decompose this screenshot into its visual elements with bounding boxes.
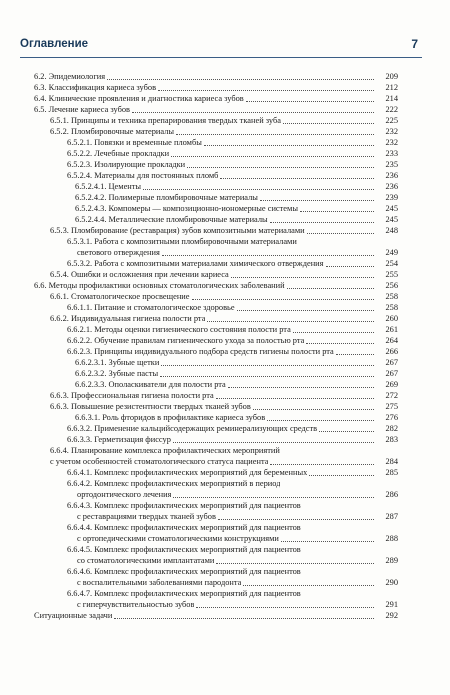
toc-entry-label: 6.6.4.7. Комплекс профилактических мероприятий для пациентов [67,589,301,599]
toc-entry[interactable] [75,204,398,214]
dot-leader [158,90,374,91]
toc-entry[interactable] [34,72,398,82]
toc-entry[interactable] [77,556,398,566]
toc-entry-label: 6.6.2.3.2. Зубные пасты [75,369,159,379]
dot-leader [161,365,374,366]
toc-entry[interactable] [34,611,398,621]
toc-entry-label: 6.5.3.2. Работа с композитными материалами химического отверждения [67,258,324,268]
dot-leader [216,398,374,399]
toc-entry-page: 291 [385,600,398,610]
toc-entry-page: 236 [385,181,398,191]
toc-entry-label: Ситуационные задачи [34,611,113,621]
dot-leader [132,112,374,113]
toc-entry-label: с реставрациями твердых тканей зубов [77,512,216,522]
toc-entry-label: со стоматологическими имплантатами [77,556,215,566]
toc-entry-label: 6.6.3.3. Герметизация фиссур [67,435,171,445]
toc-entry[interactable] [67,259,398,269]
toc-entry[interactable] [34,281,398,291]
section-title: Оглавление [20,38,89,50]
toc-entry-page: 212 [385,82,398,92]
toc-entry-page: 245 [385,203,398,213]
toc-entry-label: 6.5.3. Пломбирование (реставрация) зубов композитными материалами [50,225,305,235]
toc-entry[interactable] [67,545,398,555]
dot-leader [173,442,374,443]
toc-entry-label: с ортопедическими стоматологическими конструкциями [77,534,279,544]
toc-entry[interactable] [67,347,398,357]
toc-entry-page: 232 [385,137,398,147]
toc-entry[interactable] [75,358,398,368]
toc-entry-page: 249 [385,247,398,257]
toc-entry[interactable] [67,523,398,533]
toc-entry[interactable] [75,413,398,423]
toc-entry[interactable] [67,325,398,335]
dot-leader [216,563,374,564]
toc-entry-label: 6.6.2. Индивидуальная гигиена полости рта [50,313,206,323]
toc-entry-label: 6.5.2. Пломбировочные материалы [50,126,174,136]
toc-entry[interactable] [67,468,398,478]
toc-entry-label: 6.6.3.2. Применение кальцийсодержащих реминерализующих средств [67,424,318,434]
toc-entry-page: 258 [385,291,398,301]
toc-entry[interactable] [67,435,398,445]
header-divider [20,57,422,58]
dot-leader [107,79,374,80]
dot-leader [283,123,374,124]
toc-entry-label: 6.5.2.3. Изолирующие прокладки [67,159,186,169]
toc-entry-page: 276 [385,413,398,423]
toc-entry-label: 6.6.3. Повышение резистентности твердых тканей зубов [50,402,251,412]
toc-entry-page: 209 [385,71,398,81]
toc-entry-page: 214 [385,93,398,103]
dot-leader [319,431,374,432]
dot-leader [307,233,374,234]
toc-entry[interactable] [67,567,398,577]
toc-entry-page: 248 [385,225,398,235]
toc-entry-label: с гиперчувствительностью зубов [77,600,195,610]
toc-entry-label: 6.6.3. Профессиональная гигиена полости рта [50,391,214,401]
toc-entry-label: 6.5.4. Ошибки и осложнения при лечении кариеса [50,269,229,279]
toc-entry-label: 6.6.2.3.3. Ополаскиватели для полости рта [75,380,226,390]
toc-entry[interactable] [67,589,398,599]
toc-entry[interactable] [50,446,398,456]
toc-entry-label: светового отверждения [77,247,160,257]
dot-leader [114,618,374,619]
toc-entry[interactable] [50,270,398,280]
toc-entry-page: 283 [385,435,398,445]
toc-entry[interactable] [34,105,398,115]
toc-entry[interactable] [50,402,398,412]
toc-entry[interactable] [77,578,398,588]
toc-entry[interactable] [75,380,398,390]
toc-entry-page: 272 [385,391,398,401]
dot-leader [207,321,374,322]
toc-entry-label: 6.6. Методы профилактики основных стоматологических заболеваний [34,280,285,290]
toc-entry[interactable] [77,534,398,544]
toc-entry-label: 6.5.2.4.2. Полимерные пломбировочные материалы [75,192,258,202]
toc-entry-page: 245 [385,214,398,224]
toc-entry[interactable] [34,83,398,93]
toc-entry-page: 222 [385,104,398,114]
toc-entry-page: 288 [385,534,398,544]
dot-leader [306,343,374,344]
dot-leader [173,497,374,498]
page-header [0,0,450,64]
toc-entry-label: 6.6.4.3. Комплекс профилактических мероприятий для пациентов [67,501,301,511]
toc-entry-label: 6.5.2.4.3. Компомеры — композиционно-иономерные системы [75,203,298,213]
toc-entry-label: 6.6.4.1. Комплекс профилактических мероприятий для беременных [67,468,308,478]
toc-entry[interactable] [77,512,398,522]
toc-entry-label: 6.6.2.1. Методы оценки гигиенического состояния полости рта [67,324,291,334]
toc-entry-page: 269 [385,380,398,390]
toc-entry[interactable] [75,182,398,192]
toc-entry[interactable] [50,457,398,467]
toc-entry-page: 260 [385,313,398,323]
toc-entry[interactable] [50,314,398,324]
toc-entry-page: 255 [385,269,398,279]
page-number: 7 [411,37,418,51]
toc-entry-page: 236 [385,170,398,180]
toc-entry[interactable] [77,600,398,610]
dot-leader [281,541,374,542]
dot-leader [253,409,374,410]
toc-entry-page: 261 [385,324,398,334]
dot-leader [143,189,374,190]
toc-entry-label: 6.5.2.2. Лечебные прокладки [67,148,170,158]
toc-entry-page: 285 [385,468,398,478]
toc-entry-label: ортодонтического лечения [77,490,172,500]
dot-leader [220,178,374,179]
toc-entry[interactable] [67,171,398,181]
toc-entry-page: 264 [385,335,398,345]
toc-entry[interactable] [67,149,398,159]
toc-entry-page: 225 [385,115,398,125]
dot-leader [287,288,374,289]
toc-entry-page: 282 [385,424,398,434]
dot-leader [160,376,374,377]
toc-entry-label: 6.6.4.5. Комплекс профилактических мероприятий для пациентов [67,545,301,555]
toc-entry[interactable] [67,160,398,170]
toc-entry[interactable] [67,336,398,346]
dot-leader [192,299,375,300]
dot-leader [218,519,374,520]
dot-leader [267,420,374,421]
dot-leader [326,266,374,267]
toc-entry-label: 6.3. Классификация кариеса зубов [34,82,157,92]
dot-leader [300,211,374,212]
toc-entry-label: 6.6.4. Планирование комплекса профилактических мероприятий [50,446,280,456]
toc-entry[interactable] [75,215,398,225]
toc-entry-label: 6.6.2.3. Принципы индивидуального подбора средств гигиены полости рта [67,347,334,356]
toc-entry-label: 6.6.2.3.1. Зубные щетки [75,358,160,368]
dot-leader [270,222,374,223]
toc-entry-page: 292 [385,611,398,621]
toc-entry-page: 284 [385,457,398,467]
dot-leader [228,387,374,388]
toc-entry[interactable] [77,248,398,258]
toc-entry-label: 6.5.2.1. Повязки и временные пломбы [67,137,202,147]
dot-leader [171,156,374,157]
toc-entry-page: 275 [385,402,398,412]
toc-entry[interactable] [67,424,398,434]
toc-entry-label: 6.2. Эпидемиология [34,71,106,81]
toc-entry[interactable] [67,237,398,247]
toc-entry-label: 6.6.3.1. Роль фторидов в профилактике кариеса зубов [75,413,266,423]
toc-entry-label: 6.5. Лечение кариеса зубов [34,104,130,114]
dot-leader [187,167,374,168]
toc-entry-label: 6.6.4.6. Комплекс профилактических мероприятий для пациентов [67,567,301,577]
toc-entry-page: 258 [385,302,398,312]
toc-entry-label: 6.4. Клинические проявления и диагностика кариеса зубов [34,93,244,103]
toc-entry-label: с учетом особенностей стоматологического статуса пациента [50,457,269,467]
toc-entry-label: 6.6.2.2. Обучение правилам гигиенического ухода за полостью рта [67,335,305,345]
toc-entry-page: 289 [385,556,398,566]
toc-entry-label: 6.5.3.1. Работа с композитными пломбировочными материалами [67,236,297,246]
toc-entry-label: с воспалительными заболеваниями пародонта [77,578,242,588]
toc-entry-page: 254 [385,258,398,268]
toc-entry[interactable] [50,116,398,126]
toc-entry-page: 267 [385,369,398,379]
toc-entry-label: 6.6.4.2. Комплекс профилактических мероприятий в период [67,479,281,489]
toc-entry[interactable] [50,292,398,302]
toc-entry[interactable] [34,94,398,104]
toc-entry-label: 6.6.4.4. Комплекс профилактических мероприятий для пациентов [67,523,301,533]
toc-entry-page: 267 [385,358,398,368]
toc-entry-page: 233 [385,148,398,158]
dot-leader [176,134,374,135]
toc-entry-page: 287 [385,512,398,522]
toc-entry[interactable] [67,479,398,489]
toc-entry-label: 6.5.2.4.1. Цементы [75,181,142,191]
dot-leader [243,585,374,586]
toc-entry-page: 266 [385,347,398,356]
toc-entry-page: 239 [385,192,398,202]
toc-entry-label: 6.5.1. Принципы и техника препарирования твердых тканей зуба [50,115,281,125]
toc-entry-label: 6.5.2.4.4. Металлические пломбировочные материалы [75,214,268,224]
dot-leader [237,310,374,311]
toc-entry[interactable] [75,193,398,203]
toc-entry[interactable] [50,391,398,401]
dot-leader [309,475,374,476]
dot-leader [204,145,374,146]
toc-entry[interactable] [67,501,398,511]
toc-entry-page: 290 [385,578,398,588]
toc-entry[interactable] [75,369,398,379]
dot-leader [270,464,374,465]
toc-entry[interactable] [77,490,398,500]
toc-entry[interactable] [50,226,398,236]
toc-entry-label: 6.5.2.4. Материалы для постоянных пломб [67,170,219,180]
dot-leader [336,354,374,355]
dot-leader [196,607,374,608]
toc-entry[interactable] [67,138,398,148]
toc-entry-page: 256 [385,280,398,290]
toc-entry[interactable] [67,303,398,313]
toc-entry-page: 286 [385,490,398,500]
dot-leader [231,277,374,278]
toc-entry-page: 235 [385,159,398,169]
toc-entry-label: 6.6.1. Стоматологическое просвещение [50,291,190,301]
toc-entry-label: 6.6.1.1. Питание и стоматологическое здоровье [67,302,235,312]
dot-leader [260,200,374,201]
toc-entry-page: 232 [385,126,398,136]
dot-leader [162,255,374,256]
toc-entry[interactable] [50,127,398,137]
dot-leader [293,332,374,333]
dot-leader [246,101,374,102]
